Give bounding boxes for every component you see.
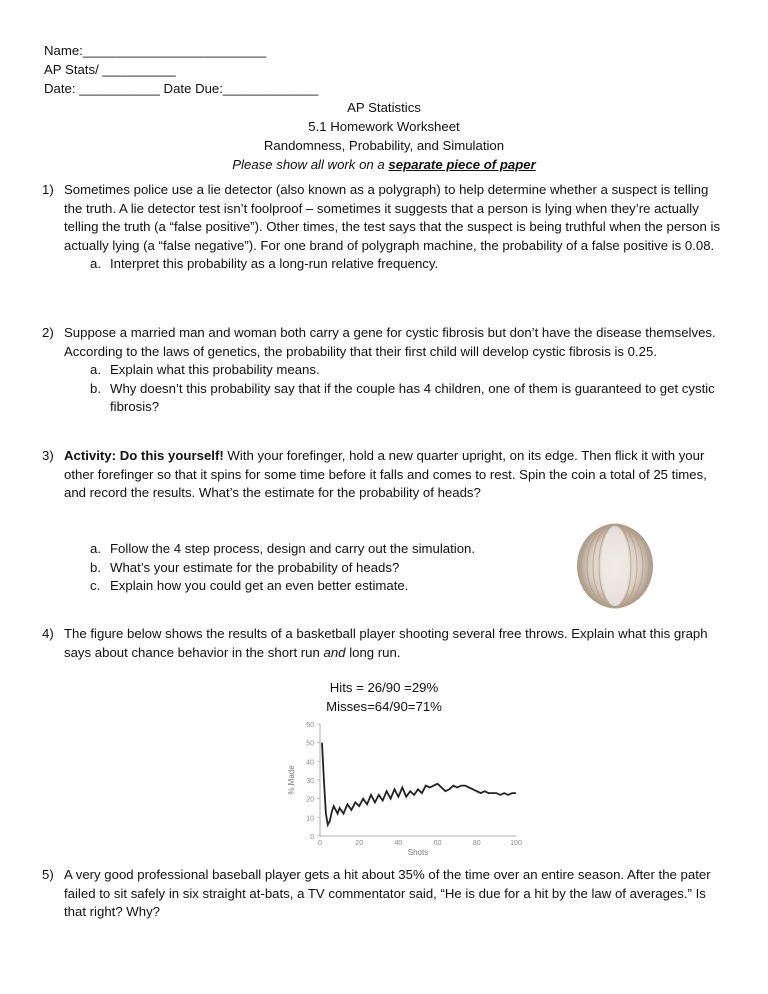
- question-4: [42, 625, 724, 662]
- worksheet-title: 5.1 Homework Worksheet: [308, 119, 460, 134]
- work-instruction: [0, 156, 768, 175]
- part-label: a.: [90, 541, 101, 556]
- y-tick-label: 0: [310, 834, 314, 841]
- question-2: [42, 324, 724, 417]
- q4-text-before: The figure below shows the results of a basketball player shooting several free throws. Explain what this graph says about chance behavior in the short run: [64, 626, 708, 660]
- question-number: 5): [42, 867, 54, 882]
- misses-stat: Misses=64/90=71%: [326, 699, 442, 714]
- part-text: Why doesn’t this probability say that if the couple has 4 children, one of them is guaranteed to get cystic fibrosis?: [110, 380, 715, 414]
- coin-face: [601, 526, 629, 606]
- spinning-coin-image: [574, 522, 656, 610]
- topic-title: Randomness, Probability, and Simulation: [263, 138, 505, 153]
- question-number: 4): [42, 626, 54, 641]
- part-text: Explain what this probability means.: [110, 362, 320, 377]
- question-part: [64, 361, 724, 380]
- chart-axes: [317, 724, 516, 836]
- x-tick-label: 40: [394, 840, 403, 847]
- activity-lead: Activity: Do this yourself!: [64, 448, 224, 463]
- y-tick-label: 40: [306, 759, 314, 767]
- hits-stat: Hits = 26/90 =29%: [329, 680, 439, 695]
- instruction-emphasis: separate piece of paper: [388, 157, 536, 172]
- x-tick-label: 100: [510, 840, 522, 847]
- x-tick-label: 80: [472, 840, 481, 847]
- x-tick-label: 60: [433, 840, 442, 847]
- part-label: b.: [90, 380, 101, 396]
- date-label: Date: ___________: [44, 81, 160, 96]
- part-label: b.: [90, 559, 101, 575]
- part-label: a.: [90, 256, 101, 271]
- x-axis-label: Shots: [407, 848, 429, 857]
- question-number: 1): [42, 182, 54, 197]
- class-line: AP Stats/ __________: [44, 62, 176, 77]
- activity-text: With your forefinger, hold a new quarter upright, on its edge. Then flick it with your other forefinger so that it spins for some time before it falls and comes to rest. Spin the coin a total of 25 times, and record the results. What’s the estimate for the probability of heads?: [64, 448, 707, 500]
- question-number: 3): [42, 448, 54, 463]
- question-number: 2): [42, 325, 54, 340]
- question-text: [64, 447, 724, 503]
- y-tick-label: 10: [306, 815, 314, 823]
- question-text: Sometimes police use a lie detector (also known as a polygraph) to help determine whether a suspect is telling the truth. A lie detector test isn’t foolproof – sometimes it suggests that a person is lying when they’re actually telling the truth (a “false positive”). Other times, the test says that the suspect is being truthful when the person is actually lying (a “false negative”). For one brand of polygraph machine, the probability of a false positive is 0.08.: [64, 182, 721, 253]
- date-line: [44, 80, 318, 99]
- part-label: c.: [90, 578, 101, 593]
- x-tick-label: 20: [355, 840, 364, 847]
- question-5: [42, 866, 724, 922]
- q4-text-italic: and: [323, 644, 346, 660]
- question-part: [64, 380, 724, 417]
- series-line: [322, 743, 516, 825]
- y-tick-label: 20: [306, 796, 314, 804]
- part-text: What’s your estimate for the probability of heads?: [110, 559, 400, 575]
- part-text: Follow the 4 step process, design and carry out the simulation.: [110, 541, 476, 556]
- date-due-label: Date Due:_____________: [163, 81, 319, 96]
- chart-tick-labels: [306, 722, 522, 847]
- course-title: AP Statistics: [347, 100, 421, 115]
- question-text: [64, 625, 724, 662]
- question-text: A very good professional baseball player gets a hit about 35% of the time over an entire season. After the pater failed to sit safely in six straight at-bats, a TV commentator said, “He is due for a hit by the law of averages.” Is that right? Why?: [64, 867, 711, 919]
- x-tick-label: 0: [318, 840, 322, 847]
- question-part: [64, 255, 724, 274]
- question-text: Suppose a married man and woman both carry a gene for cystic fibrosis but don’t have the disease themselves. According to the laws of genetics, the probability that their first child will develop cystic fibrosis is 0.25.: [64, 325, 716, 359]
- q4-text-after: long run.: [345, 644, 401, 660]
- y-tick-label: 60: [306, 722, 314, 729]
- part-label: a.: [90, 362, 101, 377]
- y-tick-label: 30: [306, 778, 314, 785]
- y-axis-label: % Made: [287, 765, 296, 795]
- question-3: [42, 447, 724, 503]
- question-1: [42, 181, 724, 274]
- percent-made-chart: [282, 718, 538, 862]
- y-tick-label: 50: [306, 740, 314, 748]
- name-line: Name:_________________________: [44, 43, 267, 58]
- instruction-prefix: Please show all work on a: [232, 157, 389, 172]
- part-text: Interpret this probability as a long-run relative frequency.: [110, 256, 439, 271]
- part-text: Explain how you could get an even better estimate.: [110, 578, 409, 593]
